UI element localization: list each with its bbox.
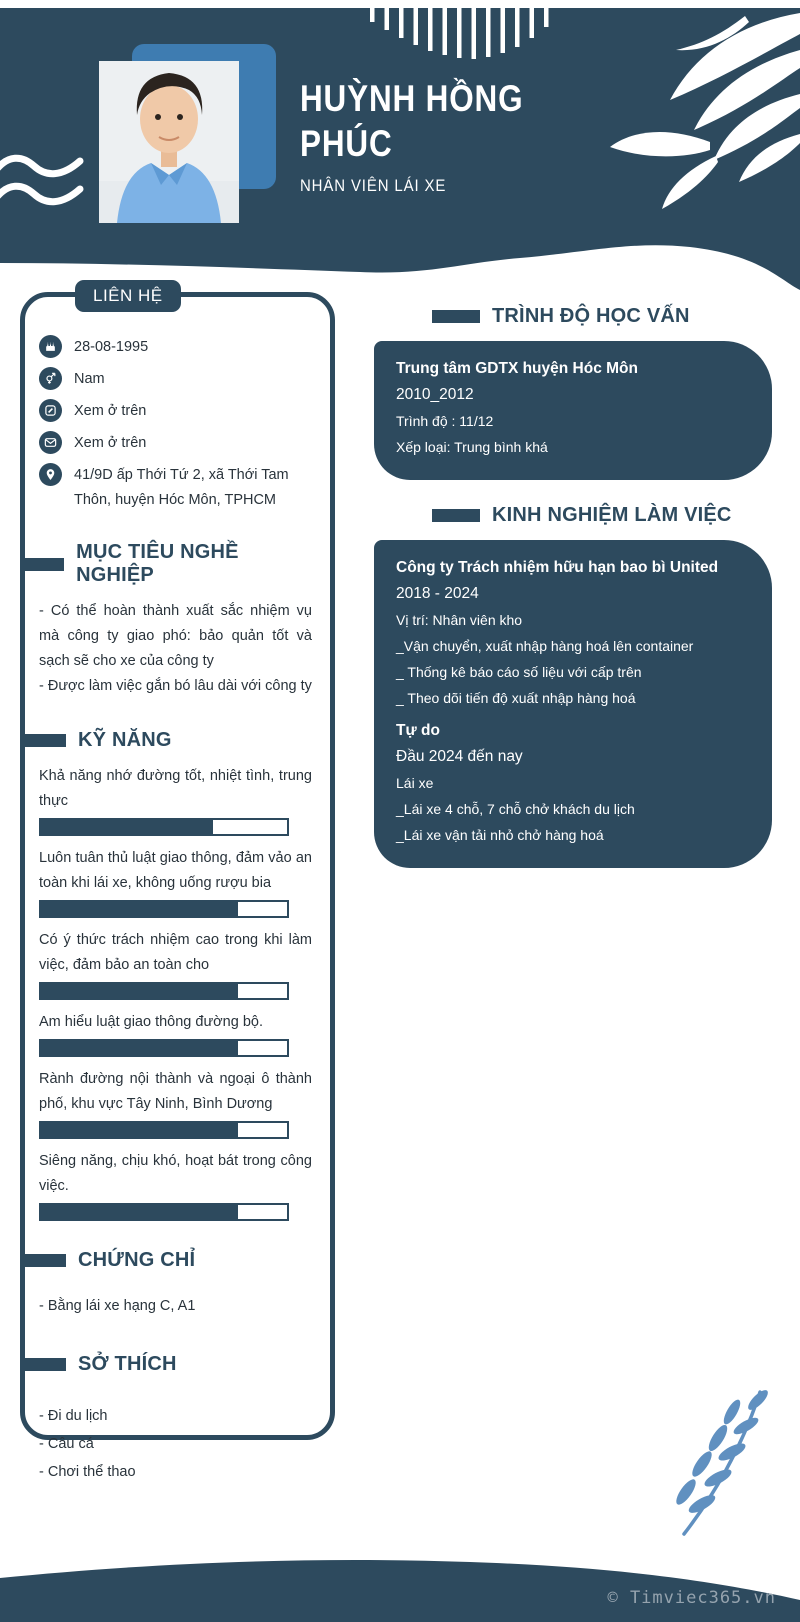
objective-section bbox=[39, 541, 312, 699]
experience-entry bbox=[396, 554, 748, 711]
right-column bbox=[374, 305, 772, 868]
skill-bar bbox=[39, 1039, 289, 1057]
section-bar bbox=[20, 734, 66, 747]
experience-duty: _Vận chuyển, xuất nhập hàng hoá lên container bbox=[396, 638, 694, 654]
skills-header bbox=[20, 729, 312, 752]
skill-bar-fill bbox=[41, 820, 213, 834]
education-school: Trung tâm GDTX huyện Hóc Môn bbox=[396, 360, 638, 377]
contact-address-value: 41/9D ấp Thới Tứ 2, xã Thới Tam Thôn, huyện Hóc Môn, TPHCM bbox=[74, 467, 289, 508]
experience-position: Vị trí: Nhân viên kho bbox=[396, 612, 523, 628]
objective-line: - Được làm việc gắn bó lâu dài với công ty bbox=[39, 678, 312, 694]
skill-bar bbox=[39, 900, 289, 918]
leaf-icon bbox=[610, 8, 800, 218]
experience-company: Công ty Trách nhiệm hữu hạn bao bì United bbox=[396, 559, 719, 576]
experience-entry bbox=[396, 717, 748, 848]
contact-gender-value: Nam bbox=[74, 371, 105, 387]
skill-bar-fill bbox=[41, 1123, 238, 1137]
contact-email-value: Xem ở trên bbox=[74, 435, 147, 451]
experience-period: 2018 - 2024 bbox=[396, 585, 479, 602]
left-column bbox=[20, 286, 335, 1480]
skill-item bbox=[39, 1149, 312, 1221]
education-header bbox=[432, 305, 772, 328]
objective-title: MỤC TIÊU NGHỀ NGHIỆP bbox=[76, 541, 239, 586]
certificates-title: CHỨNG CHỈ bbox=[78, 1249, 196, 1271]
skill-bar-fill bbox=[41, 1041, 238, 1055]
header-identity bbox=[300, 76, 600, 196]
contact-item-phone bbox=[39, 399, 312, 424]
experience-card bbox=[374, 540, 772, 868]
location-icon bbox=[39, 463, 62, 486]
skill-item bbox=[39, 928, 312, 1000]
hobby-item: - Chơi thể thao bbox=[39, 1464, 136, 1480]
profile-photo bbox=[99, 61, 239, 223]
experience-duty: _ Thống kê báo cáo số liệu với cấp trên bbox=[396, 664, 642, 680]
skill-label: Khả năng nhớ đường tốt, nhiệt tình, trung thực bbox=[39, 768, 312, 809]
certificates-section bbox=[39, 1249, 312, 1319]
gender-icon bbox=[39, 367, 62, 390]
education-card bbox=[374, 341, 772, 480]
section-bar bbox=[20, 1358, 66, 1371]
hobby-list bbox=[39, 1402, 312, 1486]
contact-item-address bbox=[39, 463, 312, 513]
experience-duty: _Lái xe vận tải nhỏ chở hàng hoá bbox=[396, 827, 604, 843]
skill-label: Am hiểu luật giao thông đường bộ. bbox=[39, 1014, 263, 1030]
hobby-item: - Câu cá bbox=[39, 1436, 94, 1452]
experience-duty: _Lái xe 4 chỗ, 7 chỗ chở khách du lịch bbox=[396, 801, 635, 817]
skill-item bbox=[39, 1010, 312, 1057]
skill-label: Có ý thức trách nhiệm cao trong khi làm việc, đảm bảo an toàn cho bbox=[39, 932, 312, 973]
skill-bar bbox=[39, 1121, 289, 1139]
section-bar bbox=[20, 558, 64, 571]
hobby-item: - Đi du lịch bbox=[39, 1408, 108, 1424]
profile-photo-frame bbox=[99, 61, 239, 223]
skill-item bbox=[39, 1067, 312, 1139]
education-entry bbox=[396, 355, 748, 460]
contact-list bbox=[39, 335, 312, 513]
candidate-name: HUỲNH HỒNG PHÚC bbox=[300, 78, 524, 164]
candidate-job-title: NHÂN VIÊN LÁI XE bbox=[300, 176, 447, 195]
education-grade: Xếp loại: Trung bình khá bbox=[396, 439, 548, 455]
objective-text bbox=[39, 599, 312, 699]
skill-bar-fill bbox=[41, 902, 238, 916]
objective-line: - Có thể hoàn thành xuất sắc nhiệm vụ mà công ty giao phó: bảo quản tốt và sạch sẽ cho xe của công ty bbox=[39, 603, 312, 669]
certificates-header bbox=[20, 1249, 312, 1272]
skill-bar-fill bbox=[41, 1205, 238, 1219]
hobbies-header bbox=[20, 1353, 312, 1376]
skill-bar bbox=[39, 1203, 289, 1221]
skill-item bbox=[39, 846, 312, 918]
experience-company: Tự do bbox=[396, 722, 440, 739]
certificate-item: - Bằng lái xe hạng C, A1 bbox=[39, 1298, 196, 1314]
copyright-text: © Timviec365.vn bbox=[607, 1588, 776, 1608]
contact-phone-value: Xem ở trên bbox=[74, 403, 147, 419]
email-icon bbox=[39, 431, 62, 454]
section-bar bbox=[432, 310, 480, 323]
skill-bar bbox=[39, 818, 289, 836]
skill-label: Luôn tuân thủ luật giao thông, đảm vảo an toàn khi lái xe, không uống rượu bia bbox=[39, 850, 312, 891]
hobbies-title: SỞ THÍCH bbox=[78, 1353, 177, 1375]
skill-item bbox=[39, 764, 312, 836]
experience-header bbox=[432, 504, 772, 527]
contact-section-title: LIÊN HỆ bbox=[75, 280, 181, 312]
contact-item-gender bbox=[39, 367, 312, 392]
section-bar bbox=[432, 509, 480, 522]
phone-icon bbox=[39, 399, 62, 422]
experience-position: Lái xe bbox=[396, 775, 434, 791]
objective-header bbox=[20, 541, 312, 587]
contact-birthday-value: 28-08-1995 bbox=[74, 339, 149, 355]
experience-duty: _ Theo dõi tiến độ xuất nhập hàng hoá bbox=[396, 690, 636, 706]
experience-period: Đầu 2024 đến nay bbox=[396, 748, 523, 765]
experience-title: KINH NGHIỆM LÀM VIỆC bbox=[492, 504, 732, 526]
education-level: Trình độ : 11/12 bbox=[396, 413, 494, 429]
birthday-icon bbox=[39, 335, 62, 358]
skill-label: Siêng năng, chịu khó, hoạt bát trong công việc. bbox=[39, 1153, 312, 1194]
skills-title: KỸ NĂNG bbox=[78, 729, 172, 751]
skill-bar bbox=[39, 982, 289, 1000]
skills-section bbox=[39, 729, 312, 1221]
section-bar bbox=[20, 1254, 66, 1267]
waves-icon bbox=[0, 150, 84, 214]
education-title: TRÌNH ĐỘ HỌC VẤN bbox=[492, 305, 690, 327]
contact-item-birthday bbox=[39, 335, 312, 360]
skill-list bbox=[39, 764, 312, 1221]
skill-bar-fill bbox=[41, 984, 238, 998]
contact-item-email bbox=[39, 431, 312, 456]
skill-label: Rành đường nội thành và ngoại ô thành phố, khu vực Tây Ninh, Bình Dương bbox=[39, 1071, 312, 1112]
education-period: 2010_2012 bbox=[396, 386, 474, 403]
hobbies-section bbox=[39, 1353, 312, 1486]
